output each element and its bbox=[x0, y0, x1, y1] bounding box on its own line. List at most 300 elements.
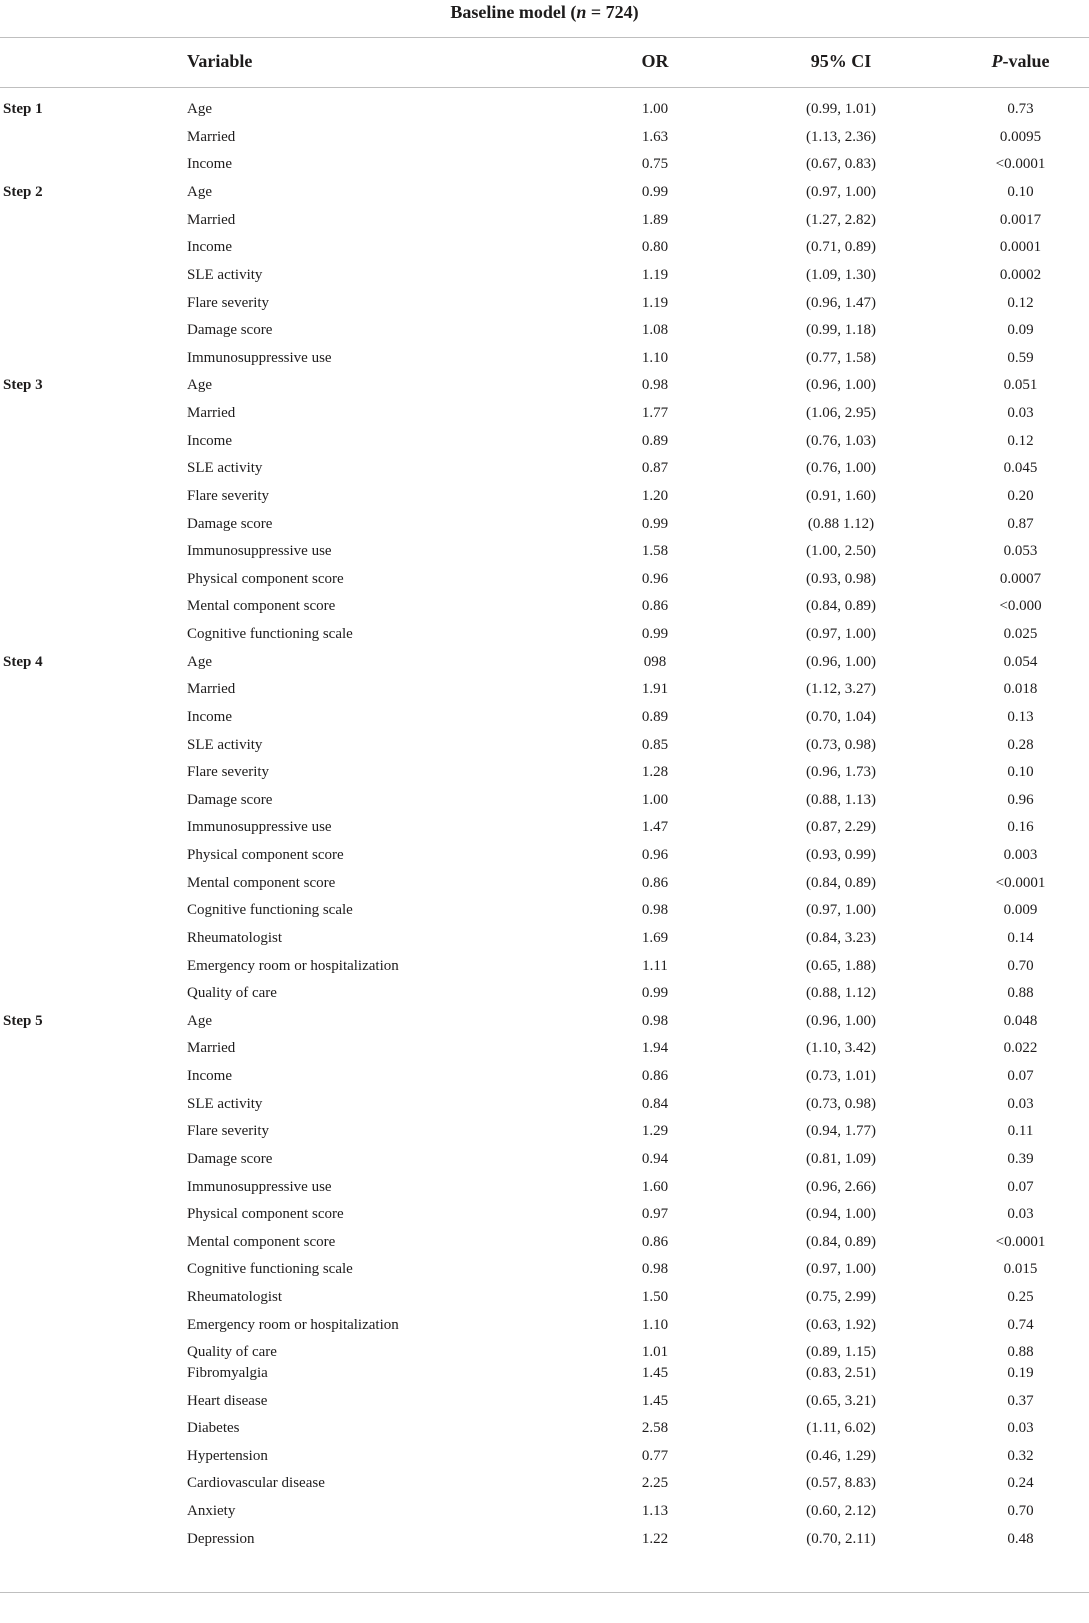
ci-cell: (1.00, 2.50) bbox=[806, 543, 876, 560]
step-label-empty bbox=[0, 1360, 187, 1388]
step-label-empty bbox=[0, 980, 187, 1008]
ci-cell: (0.97, 1.00) bbox=[806, 626, 876, 643]
table-row bbox=[0, 897, 1089, 925]
ci-cell: (0.84, 0.89) bbox=[806, 598, 876, 615]
step-label-empty bbox=[0, 511, 187, 539]
ci-cell: (0.88, 1.12) bbox=[806, 985, 876, 1002]
variable-cell: Cardiovascular disease bbox=[187, 1475, 325, 1492]
p-value-cell: 0.59 bbox=[1007, 349, 1034, 366]
step-label: Step 1 bbox=[3, 101, 43, 118]
ci-cell: (0.97, 1.00) bbox=[806, 1261, 876, 1278]
ci-cell: (0.96, 1.00) bbox=[806, 1012, 876, 1029]
p-value-cell: <0.000 bbox=[999, 598, 1042, 615]
table-row bbox=[0, 1229, 1089, 1257]
or-cell: 0.89 bbox=[641, 708, 669, 725]
variable-cell: Married bbox=[187, 128, 236, 145]
or-cell: 0.99 bbox=[641, 985, 669, 1002]
or-cell: 1.28 bbox=[641, 764, 669, 781]
or-cell: 2.58 bbox=[641, 1420, 669, 1437]
step-label-empty bbox=[0, 1498, 187, 1526]
table-row bbox=[0, 676, 1089, 704]
p-value-cell: 0.32 bbox=[1007, 1447, 1034, 1464]
p-value-cell: 0.74 bbox=[1007, 1316, 1034, 1333]
variable-cell: Hypertension bbox=[187, 1447, 268, 1464]
ci-cell: (0.57, 8.83) bbox=[806, 1475, 876, 1492]
or-cell: 1.10 bbox=[641, 1316, 669, 1333]
p-value-cell: 0.053 bbox=[1003, 543, 1038, 560]
step-label-empty bbox=[0, 1339, 187, 1360]
p-value-cell: 0.0001 bbox=[999, 239, 1042, 256]
p-value-cell: 0.14 bbox=[1007, 929, 1034, 946]
step-label-empty bbox=[0, 207, 187, 235]
step-label-empty bbox=[0, 234, 187, 262]
table-row bbox=[0, 787, 1089, 815]
table-row bbox=[0, 732, 1089, 760]
ci-cell: (0.99, 1.01) bbox=[806, 101, 876, 118]
p-value-cell: 0.12 bbox=[1007, 432, 1034, 449]
or-cell: 1.22 bbox=[641, 1530, 669, 1547]
table-row bbox=[0, 96, 1089, 124]
variable-cell: Cognitive functioning scale bbox=[187, 626, 353, 643]
p-value-cell: 0.48 bbox=[1007, 1530, 1034, 1547]
or-cell: 1.45 bbox=[641, 1364, 669, 1381]
p-value-cell: 0.045 bbox=[1003, 460, 1038, 477]
variable-cell: Diabetes bbox=[187, 1420, 240, 1437]
or-cell: 098 bbox=[643, 653, 667, 670]
p-value-cell: 0.03 bbox=[1007, 1420, 1034, 1437]
p-value-cell: 0.39 bbox=[1007, 1150, 1034, 1167]
step-label-empty bbox=[0, 538, 187, 566]
ci-cell: (0.63, 1.92) bbox=[806, 1316, 876, 1333]
table-row bbox=[0, 814, 1089, 842]
step-label-empty bbox=[0, 1118, 187, 1146]
table-row bbox=[0, 621, 1089, 649]
ci-cell: (0.60, 2.12) bbox=[806, 1503, 876, 1520]
step-label-empty bbox=[0, 704, 187, 732]
step-label-empty bbox=[0, 1312, 187, 1340]
table-row bbox=[0, 593, 1089, 621]
step-label-empty bbox=[0, 1388, 187, 1416]
ci-cell: (0.77, 1.58) bbox=[806, 349, 876, 366]
or-cell: 1.08 bbox=[641, 322, 669, 339]
step-label-empty bbox=[0, 262, 187, 290]
or-cell: 0.98 bbox=[641, 1261, 669, 1278]
variable-cell: Flare severity bbox=[187, 487, 270, 504]
variable-cell: Emergency room or hospitalization bbox=[187, 957, 399, 974]
or-cell: 0.98 bbox=[641, 902, 669, 919]
p-value-cell: 0.24 bbox=[1007, 1475, 1034, 1492]
or-cell: 1.20 bbox=[641, 487, 669, 504]
or-cell: 0.96 bbox=[641, 570, 669, 587]
step-label-empty bbox=[0, 1063, 187, 1091]
ci-cell: (0.94, 1.00) bbox=[806, 1206, 876, 1223]
variable-cell: Mental component score bbox=[187, 598, 336, 615]
table-row bbox=[0, 262, 1089, 290]
p-value-cell: 0.022 bbox=[1003, 1040, 1038, 1057]
table-row bbox=[0, 400, 1089, 428]
p-value-cell: 0.03 bbox=[1007, 1206, 1034, 1223]
variable-cell: Flare severity bbox=[187, 1123, 270, 1140]
or-cell: 0.85 bbox=[641, 736, 669, 753]
ci-cell: (1.09, 1.30) bbox=[806, 266, 876, 283]
step-label-empty bbox=[0, 1256, 187, 1284]
variable-cell: Immunosuppressive use bbox=[187, 543, 332, 560]
table-row bbox=[0, 1063, 1089, 1091]
p-value-cell: 0.70 bbox=[1007, 1503, 1034, 1520]
table-row bbox=[0, 759, 1089, 787]
table-row bbox=[0, 1526, 1089, 1554]
table-row bbox=[0, 870, 1089, 898]
step-group bbox=[0, 96, 1089, 179]
variable-cell: Immunosuppressive use bbox=[187, 349, 332, 366]
p-value-cell: 0.015 bbox=[1003, 1261, 1038, 1278]
ci-cell: (0.93, 0.99) bbox=[806, 847, 876, 864]
or-cell: 1.10 bbox=[641, 349, 669, 366]
table-row bbox=[0, 1498, 1089, 1526]
p-value-cell: 0.048 bbox=[1003, 1012, 1038, 1029]
step-label-empty bbox=[0, 1284, 187, 1312]
variable-cell: Damage score bbox=[187, 515, 273, 532]
table-row bbox=[0, 290, 1089, 318]
variable-cell: Married bbox=[187, 405, 236, 422]
variable-cell: Immunosuppressive use bbox=[187, 1178, 332, 1195]
p-value-cell: 0.88 bbox=[1007, 1344, 1034, 1361]
step-group bbox=[0, 372, 1089, 648]
table-row bbox=[0, 372, 1089, 400]
or-cell: 0.99 bbox=[641, 626, 669, 643]
p-symbol: P bbox=[991, 51, 1003, 71]
variable-cell: Fibromyalgia bbox=[187, 1364, 268, 1381]
p-value-cell: 0.025 bbox=[1003, 626, 1038, 643]
step-label-empty bbox=[0, 925, 187, 953]
p-value-cell: 0.07 bbox=[1007, 1068, 1034, 1085]
variable-cell: Damage score bbox=[187, 791, 273, 808]
table-row bbox=[0, 1388, 1089, 1416]
table-row bbox=[0, 925, 1089, 953]
table-row bbox=[0, 1415, 1089, 1443]
step-label-empty bbox=[0, 1091, 187, 1119]
or-cell: 0.87 bbox=[641, 460, 669, 477]
p-value-cell: 0.0002 bbox=[999, 266, 1042, 283]
ci-cell: (0.96, 1.00) bbox=[806, 377, 876, 394]
or-cell: 1.91 bbox=[641, 681, 669, 698]
table-title bbox=[0, 0, 1089, 38]
ci-cell: (0.65, 3.21) bbox=[806, 1392, 876, 1409]
step-label-empty bbox=[0, 842, 187, 870]
p-value-cell: 0.16 bbox=[1007, 819, 1034, 836]
table-row bbox=[0, 1174, 1089, 1202]
step-label-empty bbox=[0, 345, 187, 373]
ci-cell: (0.70, 1.04) bbox=[806, 708, 876, 725]
step-label-empty bbox=[0, 1415, 187, 1443]
step-label-empty bbox=[0, 897, 187, 925]
or-cell: 1.11 bbox=[642, 957, 668, 974]
table-row bbox=[0, 124, 1089, 152]
column-header-variable: Variable bbox=[187, 51, 253, 71]
p-value-cell: 0.0007 bbox=[999, 570, 1042, 587]
or-cell: 0.86 bbox=[641, 598, 669, 615]
ci-cell: (0.81, 1.09) bbox=[806, 1150, 876, 1167]
step-label: Step 2 bbox=[3, 184, 43, 201]
ci-cell: (0.83, 2.51) bbox=[806, 1364, 876, 1381]
step-label-empty bbox=[0, 870, 187, 898]
step-group bbox=[0, 1008, 1089, 1554]
table-row bbox=[0, 1470, 1089, 1498]
step-label-empty bbox=[0, 566, 187, 594]
variable-cell: Heart disease bbox=[187, 1392, 268, 1409]
table-header-row bbox=[0, 38, 1089, 88]
variable-cell: SLE activity bbox=[187, 1095, 263, 1112]
ci-cell: (0.73, 0.98) bbox=[806, 736, 876, 753]
variable-cell: Married bbox=[187, 211, 236, 228]
or-cell: 1.58 bbox=[641, 543, 669, 560]
variable-cell: Mental component score bbox=[187, 874, 336, 891]
ci-cell: (0.96, 1.00) bbox=[806, 653, 876, 670]
step-label-empty bbox=[0, 1443, 187, 1471]
p-value-cell: 0.13 bbox=[1007, 708, 1034, 725]
table-row bbox=[0, 842, 1089, 870]
ci-cell: (0.84, 3.23) bbox=[806, 929, 876, 946]
variable-cell: Married bbox=[187, 1040, 236, 1057]
variable-cell: Physical component score bbox=[187, 1206, 344, 1223]
step-label-empty bbox=[0, 151, 187, 179]
p-value-cell: 0.19 bbox=[1007, 1364, 1034, 1381]
ci-cell: (0.65, 1.88) bbox=[806, 957, 876, 974]
or-cell: 1.89 bbox=[641, 211, 669, 228]
table-row bbox=[0, 455, 1089, 483]
p-value-cell: <0.0001 bbox=[995, 1233, 1046, 1250]
table-row bbox=[0, 1339, 1089, 1360]
table-row bbox=[0, 1360, 1089, 1388]
table-row bbox=[0, 953, 1089, 981]
variable-cell: Damage score bbox=[187, 1150, 273, 1167]
p-value-cell: 0.03 bbox=[1007, 405, 1034, 422]
or-cell: 0.77 bbox=[641, 1447, 669, 1464]
or-cell: 1.00 bbox=[641, 101, 669, 118]
variable-cell: SLE activity bbox=[187, 460, 263, 477]
ci-cell: (1.12, 3.27) bbox=[806, 681, 876, 698]
variable-cell: Immunosuppressive use bbox=[187, 819, 332, 836]
title-suffix: = 724) bbox=[586, 2, 639, 22]
step-label-empty bbox=[0, 124, 187, 152]
variable-cell: Income bbox=[187, 239, 232, 256]
variable-cell: Mental component score bbox=[187, 1233, 336, 1250]
step-label-empty bbox=[0, 787, 187, 815]
variable-cell: Age bbox=[187, 101, 212, 118]
variable-cell: Income bbox=[187, 432, 232, 449]
step-label-empty bbox=[0, 1174, 187, 1202]
p-value-cell: 0.10 bbox=[1007, 184, 1034, 201]
or-cell: 1.47 bbox=[641, 819, 669, 836]
or-cell: 1.45 bbox=[641, 1392, 669, 1409]
p-value-cell: 0.09 bbox=[1007, 322, 1034, 339]
step-label-empty bbox=[0, 814, 187, 842]
step-label-empty bbox=[0, 1146, 187, 1174]
table-row bbox=[0, 566, 1089, 594]
step-label-empty bbox=[0, 1526, 187, 1554]
ci-cell: (1.27, 2.82) bbox=[806, 211, 876, 228]
ci-cell: (1.06, 2.95) bbox=[806, 405, 876, 422]
step-group bbox=[0, 179, 1089, 372]
p-value-cell: 0.37 bbox=[1007, 1392, 1034, 1409]
p-value-cell: 0.12 bbox=[1007, 294, 1034, 311]
ci-cell: (0.88 1.12) bbox=[807, 515, 875, 532]
p-value-cell: <0.0001 bbox=[995, 874, 1046, 891]
step-label-empty bbox=[0, 1229, 187, 1257]
step-label-empty bbox=[0, 317, 187, 345]
or-cell: 0.86 bbox=[641, 874, 669, 891]
table-row bbox=[0, 345, 1089, 373]
variable-cell: Income bbox=[187, 156, 232, 173]
p-value-cell: 0.28 bbox=[1007, 736, 1034, 753]
variable-cell: Flare severity bbox=[187, 764, 270, 781]
table-row bbox=[0, 1256, 1089, 1284]
or-cell: 0.94 bbox=[641, 1150, 669, 1167]
table-row bbox=[0, 234, 1089, 262]
ci-cell: (0.93, 0.98) bbox=[806, 570, 876, 587]
ci-cell: (1.10, 3.42) bbox=[806, 1040, 876, 1057]
ci-cell: (0.97, 1.00) bbox=[806, 184, 876, 201]
ci-cell: (0.73, 1.01) bbox=[806, 1068, 876, 1085]
p-value-cell: 0.20 bbox=[1007, 487, 1034, 504]
ci-cell: (0.94, 1.77) bbox=[806, 1123, 876, 1140]
table-row bbox=[0, 1312, 1089, 1340]
column-header-step bbox=[0, 38, 187, 87]
ci-cell: (1.11, 6.02) bbox=[806, 1420, 876, 1437]
p-value-cell: 0.0095 bbox=[999, 128, 1042, 145]
variable-cell: Quality of care bbox=[187, 985, 277, 1002]
table-row bbox=[0, 483, 1089, 511]
variable-cell: Emergency room or hospitalization bbox=[187, 1316, 399, 1333]
ci-cell: (0.84, 0.89) bbox=[806, 1233, 876, 1250]
table-row bbox=[0, 1443, 1089, 1471]
ci-cell: (0.99, 1.18) bbox=[806, 322, 876, 339]
ci-cell: (0.89, 1.15) bbox=[806, 1344, 876, 1361]
or-cell: 1.94 bbox=[641, 1040, 669, 1057]
table-row bbox=[0, 538, 1089, 566]
p-value-cell: 0.73 bbox=[1007, 101, 1034, 118]
ci-cell: (0.76, 1.00) bbox=[806, 460, 876, 477]
variable-cell: Age bbox=[187, 1012, 212, 1029]
variable-cell: Physical component score bbox=[187, 570, 344, 587]
ci-cell: (0.96, 2.66) bbox=[806, 1178, 876, 1195]
variable-cell: Cognitive functioning scale bbox=[187, 1261, 353, 1278]
or-cell: 0.75 bbox=[641, 156, 669, 173]
variable-cell: Age bbox=[187, 653, 212, 670]
p-value-cell: 0.054 bbox=[1003, 653, 1038, 670]
step-label-empty bbox=[0, 455, 187, 483]
ci-cell: (1.13, 2.36) bbox=[806, 128, 876, 145]
table-row bbox=[0, 179, 1089, 207]
step-label-empty bbox=[0, 732, 187, 760]
p-suffix: -value bbox=[1002, 51, 1050, 71]
ci-cell: (0.71, 0.89) bbox=[806, 239, 876, 256]
step-label-empty bbox=[0, 428, 187, 456]
or-cell: 1.00 bbox=[641, 791, 669, 808]
table-row bbox=[0, 1146, 1089, 1174]
or-cell: 0.99 bbox=[641, 184, 669, 201]
title-n-symbol: n bbox=[576, 2, 587, 22]
p-value-cell: 0.018 bbox=[1003, 681, 1038, 698]
title-prefix: Baseline model ( bbox=[450, 2, 577, 22]
p-value-cell: 0.87 bbox=[1007, 515, 1034, 532]
step-label-empty bbox=[0, 483, 187, 511]
ci-cell: (0.97, 1.00) bbox=[806, 902, 876, 919]
variable-cell: Age bbox=[187, 184, 212, 201]
step-label-empty bbox=[0, 676, 187, 704]
p-value-cell: 0.70 bbox=[1007, 957, 1034, 974]
variable-cell: Depression bbox=[187, 1530, 255, 1547]
p-value-cell: 0.051 bbox=[1003, 377, 1038, 394]
or-cell: 1.69 bbox=[641, 929, 669, 946]
p-value-cell: 0.11 bbox=[1007, 1123, 1034, 1140]
p-value-cell: 0.10 bbox=[1007, 764, 1034, 781]
ci-cell: (0.96, 1.47) bbox=[806, 294, 876, 311]
variable-cell: Rheumatologist bbox=[187, 929, 282, 946]
table-row bbox=[0, 649, 1089, 677]
variable-cell: Married bbox=[187, 681, 236, 698]
step-label-empty bbox=[0, 400, 187, 428]
or-cell: 0.89 bbox=[641, 432, 669, 449]
variable-cell: SLE activity bbox=[187, 266, 263, 283]
table-row bbox=[0, 1284, 1089, 1312]
variable-cell: Age bbox=[187, 377, 212, 394]
or-cell: 0.98 bbox=[641, 1012, 669, 1029]
step-label-empty bbox=[0, 1470, 187, 1498]
or-cell: 2.25 bbox=[641, 1475, 669, 1492]
or-cell: 0.84 bbox=[641, 1095, 669, 1112]
table-row bbox=[0, 1008, 1089, 1036]
step-group bbox=[0, 649, 1089, 1008]
variable-cell: Flare severity bbox=[187, 294, 270, 311]
step-label-empty bbox=[0, 953, 187, 981]
ci-cell: (0.87, 2.29) bbox=[806, 819, 876, 836]
or-cell: 0.86 bbox=[641, 1233, 669, 1250]
ci-cell: (0.84, 0.89) bbox=[806, 874, 876, 891]
column-header-p-value bbox=[952, 38, 1089, 87]
ci-cell: (0.76, 1.03) bbox=[806, 432, 876, 449]
variable-cell: Anxiety bbox=[187, 1503, 236, 1520]
table-row bbox=[0, 1035, 1089, 1063]
or-cell: 1.19 bbox=[641, 266, 669, 283]
p-value-cell: 0.0017 bbox=[999, 211, 1042, 228]
p-value-cell: <0.0001 bbox=[995, 156, 1046, 173]
or-cell: 0.80 bbox=[641, 239, 669, 256]
or-cell: 0.99 bbox=[641, 515, 669, 532]
step-label-empty bbox=[0, 759, 187, 787]
p-value-cell: 0.96 bbox=[1007, 791, 1034, 808]
table-row bbox=[0, 207, 1089, 235]
variable-cell: Rheumatologist bbox=[187, 1289, 282, 1306]
p-value-cell: 0.88 bbox=[1007, 985, 1034, 1002]
ci-cell: (0.75, 2.99) bbox=[806, 1289, 876, 1306]
ci-cell: (0.73, 0.98) bbox=[806, 1095, 876, 1112]
p-value-cell: 0.07 bbox=[1007, 1178, 1034, 1195]
variable-cell: Cognitive functioning scale bbox=[187, 902, 353, 919]
ci-cell: (0.91, 1.60) bbox=[806, 487, 876, 504]
or-cell: 1.63 bbox=[641, 128, 669, 145]
table-body bbox=[0, 88, 1089, 1553]
step-label-empty bbox=[0, 621, 187, 649]
p-value-cell: 0.25 bbox=[1007, 1289, 1034, 1306]
step-label: Step 4 bbox=[3, 653, 43, 670]
variable-cell: Income bbox=[187, 1068, 232, 1085]
ci-cell: (0.88, 1.13) bbox=[806, 791, 876, 808]
or-cell: 1.19 bbox=[641, 294, 669, 311]
variable-cell: Income bbox=[187, 708, 232, 725]
column-header-ci: 95% CI bbox=[810, 51, 872, 71]
table-bottom-rule bbox=[0, 1592, 1089, 1593]
